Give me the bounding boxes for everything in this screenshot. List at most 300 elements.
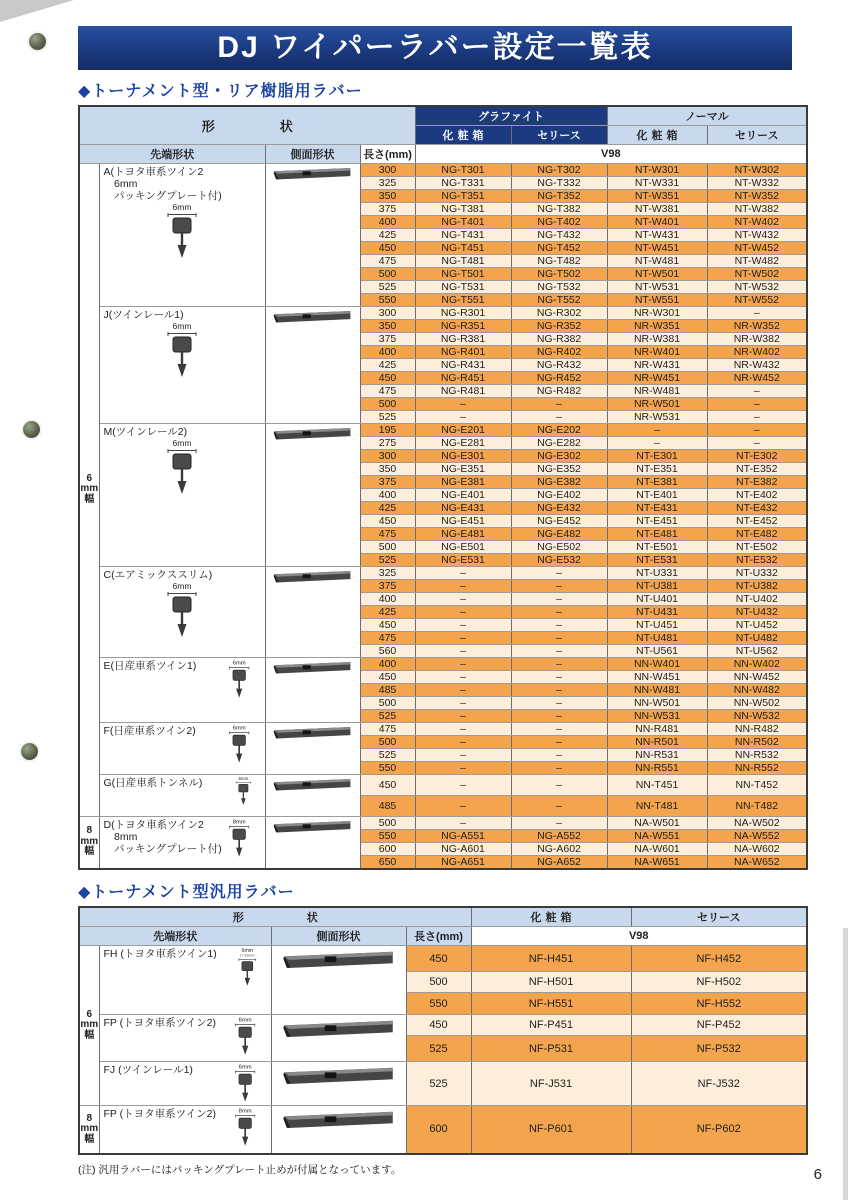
header-normal-box: 化粧箱 [607, 125, 707, 144]
part-number-cell: NF-P531 [471, 1036, 631, 1062]
scan-edge-artifact [0, 0, 74, 22]
part-number-cell: NG-A552 [511, 829, 607, 842]
part-number-cell: NA-W652 [707, 855, 807, 869]
length-cell: 400 [360, 488, 415, 501]
tip-shape-icon [224, 659, 254, 699]
part-number-cell: NF-H452 [631, 946, 807, 972]
part-number-cell: NG-T432 [511, 228, 607, 241]
part-number-cell: NN-R552 [707, 761, 807, 774]
part-number-cell: – [511, 397, 607, 410]
part-number-cell: NT-W501 [607, 267, 707, 280]
length-cell: 550 [406, 993, 471, 1015]
part-number-cell: – [415, 722, 511, 735]
part-number-cell: NG-E502 [511, 540, 607, 553]
part-number-cell: NT-E381 [607, 475, 707, 488]
part-number-cell: NR-W481 [607, 384, 707, 397]
length-cell: 500 [406, 972, 471, 993]
part-number-cell: NG-R451 [415, 371, 511, 384]
part-number-cell: – [607, 436, 707, 449]
part-number-cell: NG-T302 [511, 163, 607, 176]
tip-shape-cell: M(ツインレール2) 6mm [99, 423, 265, 566]
part-number-cell: NR-W401 [607, 345, 707, 358]
part-number-cell: NT-U401 [607, 592, 707, 605]
part-number-cell: NT-E452 [707, 514, 807, 527]
part-number-cell: NN-R532 [707, 748, 807, 761]
part-number-cell: – [607, 423, 707, 436]
header-tip-shape: 先端形状 [79, 927, 271, 946]
tip-shape-cell: A(トヨタ車系ツイン2 6mm パッキングプレート付) 6mm [99, 163, 265, 306]
part-number-cell: NN-T482 [707, 795, 807, 816]
part-number-cell: – [511, 709, 607, 722]
part-number-cell: NT-E382 [707, 475, 807, 488]
part-number-cell: – [707, 384, 807, 397]
length-cell: 400 [360, 657, 415, 670]
binder-hole [23, 421, 40, 438]
part-number-cell: NG-E432 [511, 501, 607, 514]
part-number-cell: NT-W402 [707, 215, 807, 228]
part-number-cell: – [415, 631, 511, 644]
tip-shape-cell: FP (トヨタ車系ツイン2) 8mm [99, 1106, 271, 1154]
length-cell: 475 [360, 384, 415, 397]
length-cell: 425 [360, 501, 415, 514]
length-cell: 350 [360, 319, 415, 332]
svg-text:6mm: 6mm [172, 580, 192, 591]
page-content [78, 78, 808, 1177]
part-number-cell: NG-E282 [511, 436, 607, 449]
page-number: 6 [813, 1166, 822, 1183]
length-cell: 450 [360, 371, 415, 384]
part-number-cell: NT-W302 [707, 163, 807, 176]
side-shape-cell [265, 657, 360, 722]
length-cell: 550 [360, 829, 415, 842]
tip-shape-icon [230, 1016, 260, 1056]
part-number-cell: NT-W531 [607, 280, 707, 293]
part-number-cell: NG-T431 [415, 228, 511, 241]
part-number-cell: – [415, 795, 511, 816]
part-number-cell: NN-R482 [707, 722, 807, 735]
part-number-cell: – [415, 566, 511, 579]
side-profile-icon [272, 424, 353, 442]
length-cell: 475 [360, 722, 415, 735]
part-number-cell: NN-R551 [607, 761, 707, 774]
part-number-cell: NG-T502 [511, 267, 607, 280]
side-profile-icon [272, 817, 353, 835]
length-cell: 485 [360, 683, 415, 696]
side-profile-icon [281, 1015, 396, 1040]
table-row [79, 816, 807, 829]
part-number-cell: NR-W352 [707, 319, 807, 332]
header-length: 長さ(mm) [406, 927, 471, 946]
length-cell: 500 [360, 816, 415, 829]
part-number-cell: NG-R352 [511, 319, 607, 332]
svg-text:6mm: 6mm [172, 437, 192, 448]
part-number-cell: NT-U561 [607, 644, 707, 657]
tip-shape-cell: FP (トヨタ車系ツイン2) 6mm [99, 1015, 271, 1062]
table-row [79, 1015, 807, 1036]
side-shape-cell [265, 163, 360, 306]
part-number-cell: NF-J532 [631, 1062, 807, 1106]
part-number-cell: NT-E481 [607, 527, 707, 540]
length-cell: 425 [360, 605, 415, 618]
tip-shape-cell: D(トヨタ車系ツイン2 8mm パッキングプレート付) 8mm [99, 816, 265, 869]
part-number-cell: NG-R481 [415, 384, 511, 397]
tip-shape-cell: FJ (ツインレール1) 6mm [99, 1062, 271, 1106]
part-number-cell: – [415, 644, 511, 657]
part-number-cell: NT-W481 [607, 254, 707, 267]
part-number-cell: NG-R302 [511, 306, 607, 319]
part-number-cell: – [511, 748, 607, 761]
svg-text:(7.6mm): (7.6mm) [239, 952, 255, 958]
length-cell: 450 [406, 946, 471, 972]
side-profile-icon [272, 723, 353, 741]
length-cell: 525 [360, 553, 415, 566]
part-number-cell: NR-W531 [607, 410, 707, 423]
tip-shape-cell: C(エアミックススリム) 6mm [99, 566, 265, 657]
part-number-cell: NN-T451 [607, 774, 707, 795]
part-number-cell: NF-J531 [471, 1062, 631, 1106]
part-number-cell: NG-E352 [511, 462, 607, 475]
part-number-cell: NG-T501 [415, 267, 511, 280]
side-shape-cell [271, 1015, 406, 1062]
svg-text:6mm: 6mm [172, 320, 192, 331]
part-number-cell: NG-T451 [415, 241, 511, 254]
part-number-cell: – [415, 670, 511, 683]
part-number-cell: NF-H502 [631, 972, 807, 993]
part-number-cell: – [511, 644, 607, 657]
part-number-cell: NT-W401 [607, 215, 707, 228]
part-number-cell: NN-R481 [607, 722, 707, 735]
part-number-cell: – [511, 795, 607, 816]
footnote: (注) 汎用ラバーにはパッキングプレート止めが付属となっています。 [78, 1163, 402, 1176]
part-number-cell: NF-H551 [471, 993, 631, 1015]
svg-text:6mm: 6mm [172, 201, 192, 212]
length-cell: 500 [360, 540, 415, 553]
length-cell: 500 [360, 267, 415, 280]
part-number-cell: – [415, 709, 511, 722]
part-number-cell: NG-E451 [415, 514, 511, 527]
part-number-cell: NF-P601 [471, 1106, 631, 1154]
part-number-cell: NR-W381 [607, 332, 707, 345]
part-number-cell: NN-R502 [707, 735, 807, 748]
length-cell: 475 [360, 631, 415, 644]
length-cell: 500 [360, 397, 415, 410]
part-number-cell: NR-W431 [607, 358, 707, 371]
part-number-cell: – [707, 410, 807, 423]
part-number-cell: NG-E501 [415, 540, 511, 553]
side-shape-cell [271, 946, 406, 1015]
length-cell: 485 [360, 795, 415, 816]
tip-shape-icon [232, 776, 255, 806]
header-normal-sales: セリース [707, 125, 807, 144]
length-cell: 525 [406, 1062, 471, 1106]
part-number-cell: NA-W552 [707, 829, 807, 842]
length-cell: 500 [360, 735, 415, 748]
svg-text:6mm: 6mm [232, 725, 246, 732]
header-graphite-sales: セリース [511, 125, 607, 144]
part-number-cell: NF-H501 [471, 972, 631, 993]
part-number-cell: NF-P532 [631, 1036, 807, 1062]
tip-shape-icon [160, 438, 204, 496]
header-sales: セリース [631, 907, 807, 927]
part-number-cell: NG-E301 [415, 449, 511, 462]
table-row [79, 423, 807, 436]
part-number-cell: – [511, 618, 607, 631]
part-number-cell: NT-U451 [607, 618, 707, 631]
part-number-cell: NT-W482 [707, 254, 807, 267]
part-number-cell: NG-R381 [415, 332, 511, 345]
part-number-cell: NT-W351 [607, 189, 707, 202]
part-number-cell: NN-T452 [707, 774, 807, 795]
part-number-cell: NT-U332 [707, 566, 807, 579]
part-number-cell: NG-R301 [415, 306, 511, 319]
part-number-cell: NT-U331 [607, 566, 707, 579]
part-number-cell: NG-E402 [511, 488, 607, 501]
side-shape-cell [265, 816, 360, 869]
part-number-cell: NG-A652 [511, 855, 607, 869]
side-shape-cell [265, 423, 360, 566]
table-row [79, 306, 807, 319]
part-number-cell: NG-R351 [415, 319, 511, 332]
part-number-cell: NG-R401 [415, 345, 511, 358]
length-cell: 300 [360, 449, 415, 462]
part-number-cell: NG-E281 [415, 436, 511, 449]
length-cell: 600 [360, 842, 415, 855]
length-cell: 650 [360, 855, 415, 869]
part-number-cell: NN-W482 [707, 683, 807, 696]
part-number-cell: NT-E431 [607, 501, 707, 514]
part-number-cell: NT-U402 [707, 592, 807, 605]
length-cell: 525 [360, 280, 415, 293]
tip-shape-cell: F(日産車系ツイン2) 6mm [99, 722, 265, 774]
length-cell: 560 [360, 644, 415, 657]
part-number-cell: NG-R432 [511, 358, 607, 371]
length-cell: 475 [360, 527, 415, 540]
rear-resin-rubber-table [78, 105, 808, 870]
part-number-cell: NN-W401 [607, 657, 707, 670]
part-number-cell: NG-E382 [511, 475, 607, 488]
part-number-cell: NG-A601 [415, 842, 511, 855]
side-shape-cell [265, 566, 360, 657]
table-row [79, 657, 807, 670]
part-number-cell: NT-E432 [707, 501, 807, 514]
length-cell: 475 [360, 254, 415, 267]
part-number-cell: NT-W451 [607, 241, 707, 254]
part-number-cell: NA-W501 [607, 816, 707, 829]
part-number-cell: NR-W301 [607, 306, 707, 319]
part-number-cell: NT-U452 [707, 618, 807, 631]
part-number-cell: NT-U482 [707, 631, 807, 644]
section-title-rear-resin: ◆トーナメント型・リア樹脂用ラバー [78, 83, 363, 100]
length-cell: 375 [360, 332, 415, 345]
part-number-cell: – [415, 397, 511, 410]
length-cell: 300 [360, 306, 415, 319]
part-number-cell: NT-E352 [707, 462, 807, 475]
part-number-cell: NT-W551 [607, 293, 707, 306]
part-number-cell: NG-T452 [511, 241, 607, 254]
part-number-cell: NG-T301 [415, 163, 511, 176]
header-normal: ノーマル [607, 106, 807, 125]
part-number-cell: NG-R431 [415, 358, 511, 371]
length-cell: 525 [360, 410, 415, 423]
part-number-cell: – [511, 579, 607, 592]
part-number-cell: NN-T481 [607, 795, 707, 816]
part-number-cell: NG-R382 [511, 332, 607, 345]
length-cell: 195 [360, 423, 415, 436]
width-group-cell: 6 mm 幅 [79, 163, 99, 816]
header-side-shape: 側面形状 [265, 144, 360, 163]
binder-hole [21, 743, 38, 760]
part-number-cell: NT-E531 [607, 553, 707, 566]
part-number-cell: NG-T331 [415, 176, 511, 189]
header-model: V98 [471, 927, 807, 946]
tip-shape-icon [230, 1107, 260, 1147]
header-shape: 形 状 [79, 907, 471, 927]
width-group-cell: 8 mm 幅 [79, 816, 99, 869]
side-profile-icon [281, 946, 396, 971]
table-row [79, 946, 807, 972]
part-number-cell: NT-W502 [707, 267, 807, 280]
length-cell: 550 [360, 761, 415, 774]
side-profile-icon [272, 775, 353, 793]
part-number-cell: NR-W451 [607, 371, 707, 384]
part-number-cell: – [511, 722, 607, 735]
part-number-cell: NG-E202 [511, 423, 607, 436]
part-number-cell: NN-W531 [607, 709, 707, 722]
length-cell: 450 [406, 1015, 471, 1036]
part-number-cell: NG-T332 [511, 176, 607, 189]
part-number-cell: NT-E402 [707, 488, 807, 501]
side-profile-icon [272, 658, 353, 676]
part-number-cell: NN-W452 [707, 670, 807, 683]
header-tip-shape: 先端形状 [79, 144, 265, 163]
part-number-cell: NG-T532 [511, 280, 607, 293]
length-cell: 325 [360, 566, 415, 579]
side-shape-cell [271, 1062, 406, 1106]
part-number-cell: – [415, 696, 511, 709]
scan-edge-artifact [843, 928, 848, 1200]
part-number-cell: NG-R482 [511, 384, 607, 397]
svg-text:8mm: 8mm [232, 819, 246, 826]
table-row [79, 1106, 807, 1154]
part-number-cell: NT-W331 [607, 176, 707, 189]
part-number-cell: NG-T401 [415, 215, 511, 228]
part-number-cell: – [511, 592, 607, 605]
side-profile-icon [272, 567, 353, 585]
part-number-cell: – [415, 774, 511, 795]
part-number-cell: – [415, 748, 511, 761]
tip-shape-cell: E(日産車系ツイン1) 6mm [99, 657, 265, 722]
part-number-cell: NG-E481 [415, 527, 511, 540]
tip-shape-icon [160, 321, 204, 379]
part-number-cell: – [511, 631, 607, 644]
svg-text:6mm: 6mm [238, 775, 248, 781]
part-number-cell: NT-W432 [707, 228, 807, 241]
length-cell: 525 [406, 1036, 471, 1062]
part-number-cell: – [415, 761, 511, 774]
side-profile-icon [272, 164, 353, 182]
length-cell: 525 [360, 709, 415, 722]
part-number-cell: NG-E351 [415, 462, 511, 475]
part-number-cell: – [511, 657, 607, 670]
part-number-cell: NT-E301 [607, 449, 707, 462]
length-cell: 450 [360, 774, 415, 795]
tip-shape-cell: G(日産車系トンネル) 6mm [99, 774, 265, 816]
part-number-cell: NT-W352 [707, 189, 807, 202]
part-number-cell: NA-W602 [707, 842, 807, 855]
part-number-cell: NA-W651 [607, 855, 707, 869]
length-cell: 325 [360, 176, 415, 189]
part-number-cell: NG-T402 [511, 215, 607, 228]
length-cell: 600 [406, 1106, 471, 1154]
part-number-cell: NN-W501 [607, 696, 707, 709]
part-number-cell: NG-T482 [511, 254, 607, 267]
part-number-cell: NG-E482 [511, 527, 607, 540]
part-number-cell: NT-U562 [707, 644, 807, 657]
part-number-cell: NF-P602 [631, 1106, 807, 1154]
length-cell: 400 [360, 215, 415, 228]
part-number-cell: NG-T481 [415, 254, 511, 267]
length-cell: 500 [360, 696, 415, 709]
part-number-cell: NT-W382 [707, 202, 807, 215]
header-length: 長さ(mm) [360, 144, 415, 163]
part-number-cell: NT-W301 [607, 163, 707, 176]
tip-shape-cell: J(ツインレール1) 6mm [99, 306, 265, 423]
svg-text:6mm: 6mm [232, 660, 246, 667]
part-number-cell: – [415, 657, 511, 670]
part-number-cell: NN-R531 [607, 748, 707, 761]
length-cell: 400 [360, 592, 415, 605]
part-number-cell: – [415, 605, 511, 618]
part-number-cell: NT-W532 [707, 280, 807, 293]
length-cell: 425 [360, 358, 415, 371]
part-number-cell: NG-T381 [415, 202, 511, 215]
table-row [79, 722, 807, 735]
part-number-cell: NT-E502 [707, 540, 807, 553]
part-number-cell: – [511, 410, 607, 423]
tip-shape-icon [234, 947, 261, 987]
part-number-cell: NG-E452 [511, 514, 607, 527]
part-number-cell: NA-W502 [707, 816, 807, 829]
part-number-cell: NN-W481 [607, 683, 707, 696]
length-cell: 450 [360, 241, 415, 254]
width-group-cell: 6 mm 幅 [79, 946, 99, 1106]
svg-text:8mm: 8mm [238, 1108, 252, 1115]
part-number-cell: NG-T351 [415, 189, 511, 202]
part-number-cell: NG-R402 [511, 345, 607, 358]
part-number-cell: NA-W551 [607, 829, 707, 842]
header-shape: 形 状 [79, 106, 415, 144]
part-number-cell: NF-H451 [471, 946, 631, 972]
table-row [79, 774, 807, 795]
length-cell: 300 [360, 163, 415, 176]
part-number-cell: NR-W432 [707, 358, 807, 371]
part-number-cell: NT-E351 [607, 462, 707, 475]
part-number-cell: NG-T382 [511, 202, 607, 215]
length-cell: 425 [360, 228, 415, 241]
part-number-cell: NN-W402 [707, 657, 807, 670]
part-number-cell: NR-W402 [707, 345, 807, 358]
part-number-cell: – [511, 761, 607, 774]
side-profile-icon [281, 1106, 396, 1131]
length-cell: 350 [360, 189, 415, 202]
length-cell: 450 [360, 618, 415, 631]
part-number-cell: NA-W601 [607, 842, 707, 855]
part-number-cell: – [415, 618, 511, 631]
part-number-cell: NR-W452 [707, 371, 807, 384]
side-profile-icon [272, 307, 353, 325]
part-number-cell: NG-T352 [511, 189, 607, 202]
part-number-cell: NT-U431 [607, 605, 707, 618]
